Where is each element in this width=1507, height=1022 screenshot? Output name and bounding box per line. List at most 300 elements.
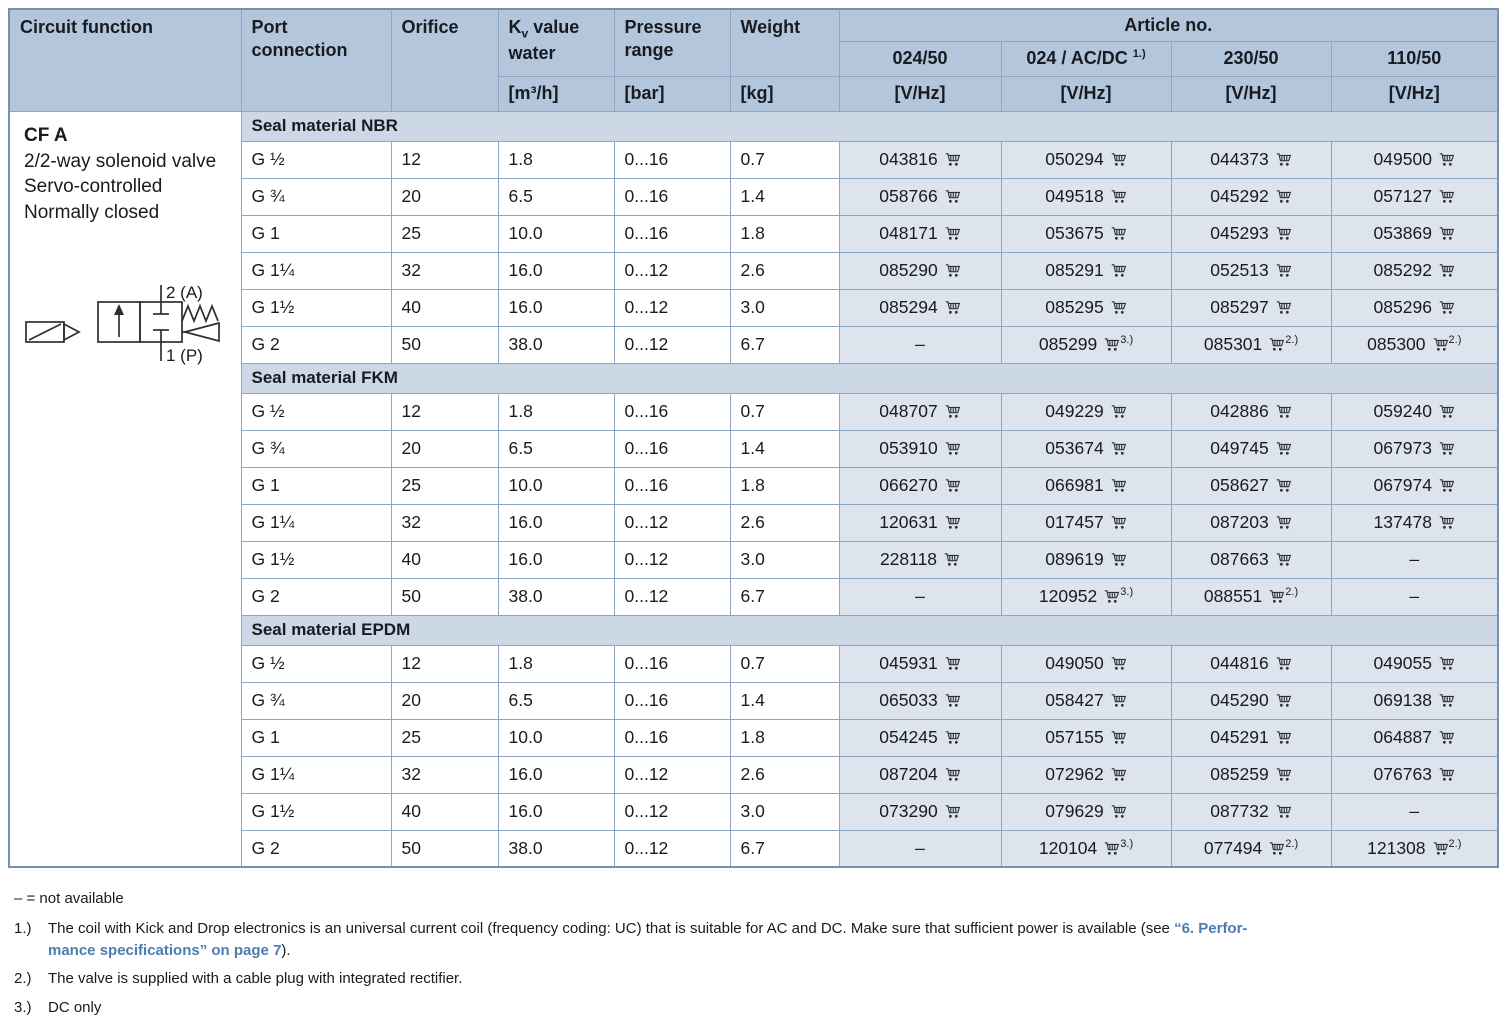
article-number: 085300: [1367, 334, 1426, 354]
cart-icon[interactable]: [1269, 589, 1285, 604]
article-no-cell: [1171, 578, 1331, 615]
cart-icon[interactable]: [1433, 841, 1449, 856]
cart-icon[interactable]: [1111, 226, 1127, 241]
unit-weight: [kg]: [730, 76, 839, 111]
col-header-voltage-024-50: 024/50: [839, 41, 1001, 76]
article-number: 085290: [879, 260, 938, 280]
cart-icon[interactable]: [945, 730, 961, 745]
article-number: 079629: [1045, 801, 1104, 821]
footnote-ref: 2.): [1448, 334, 1462, 347]
kv-value-cell: 16.0: [498, 504, 614, 541]
cart-icon[interactable]: [1111, 767, 1127, 782]
article-number: 045931: [879, 653, 938, 673]
article-no-cell: [839, 719, 1001, 756]
weight-cell: 1.4: [730, 430, 839, 467]
article-no-cell: [1001, 793, 1171, 830]
orifice-cell: 20: [391, 682, 498, 719]
cart-icon[interactable]: [1111, 152, 1127, 167]
article-number: 059240: [1373, 401, 1432, 421]
article-no-cell: [1331, 682, 1498, 719]
port-connection-cell: G 1¼: [241, 756, 391, 793]
unit-voltage-3: [V/Hz]: [1171, 76, 1331, 111]
footnote-2-text: The valve is supplied with a cable plug with integrated rectifier.: [48, 970, 463, 988]
article-number: 076763: [1373, 764, 1432, 784]
cart-icon[interactable]: [1276, 552, 1292, 567]
article-no-cell: [1001, 289, 1171, 326]
article-number: –: [915, 334, 925, 354]
footnote-1-before: The coil with Kick and Drop electronics is an universal current coil (frequency coding: UC) that is suitable for AC and DC. Make sure that sufficient power is available (see: [48, 919, 1175, 937]
col-header-weight: Weight: [730, 9, 839, 76]
article-number: 057127: [1373, 186, 1432, 206]
kv-value-cell: 10.0: [498, 719, 614, 756]
article-no-cell: [1331, 326, 1498, 363]
article-number: 121308: [1367, 837, 1426, 858]
weight-cell: 0.7: [730, 645, 839, 682]
port-connection-cell: G 2: [241, 326, 391, 363]
article-no-cell: [1331, 252, 1498, 289]
cart-icon[interactable]: [945, 404, 961, 419]
col-header-kv-value: $K_v$ value water: [498, 9, 614, 76]
article-number: 053675: [1045, 223, 1104, 243]
unit-voltage-1: [V/Hz]: [839, 76, 1001, 111]
cart-icon[interactable]: [1439, 656, 1455, 671]
article-no-cell: [839, 793, 1001, 830]
cart-icon[interactable]: [945, 515, 961, 530]
kv-value-cell: 38.0: [498, 578, 614, 615]
cart-icon[interactable]: [1276, 189, 1292, 204]
article-no-cell: [839, 289, 1001, 326]
article-no-cell: [1171, 252, 1331, 289]
footnote-3: [14, 997, 1479, 1019]
kv-value-cell: 16.0: [498, 756, 614, 793]
product-table: [8, 8, 1499, 868]
article-no-cell: [1171, 393, 1331, 430]
pressure-range-cell: 0...16: [614, 467, 730, 504]
cart-icon[interactable]: [1111, 656, 1127, 671]
article-number: 087732: [1210, 801, 1269, 821]
article-number: 048707: [879, 401, 938, 421]
pressure-range-cell: 0...12: [614, 830, 730, 867]
article-number: 017457: [1045, 512, 1104, 532]
article-no-cell: [839, 141, 1001, 178]
article-no-cell: [839, 215, 1001, 252]
cart-icon[interactable]: [1104, 589, 1120, 604]
article-no-cell: [1001, 326, 1171, 363]
cart-icon[interactable]: [1104, 841, 1120, 856]
cart-icon[interactable]: [1269, 337, 1285, 352]
col-header-orifice: Orifice: [391, 9, 498, 111]
footnote-ref: 3.): [1120, 586, 1134, 599]
cart-icon[interactable]: [945, 767, 961, 782]
footnote-ref: 3.): [1120, 334, 1134, 347]
article-number: 077494: [1203, 837, 1263, 858]
orifice-cell: 12: [391, 393, 498, 430]
circuit-description-1: 2/2-way solenoid valve: [24, 150, 217, 172]
article-number: 067973: [1373, 438, 1432, 458]
port-connection-cell: G 1½: [241, 541, 391, 578]
article-no-cell: [1171, 756, 1331, 793]
cart-icon[interactable]: [1439, 263, 1455, 278]
orifice-cell: 12: [391, 645, 498, 682]
weight-cell: 6.7: [730, 578, 839, 615]
pressure-range-cell: 0...16: [614, 141, 730, 178]
article-no-cell: [1171, 430, 1331, 467]
orifice-cell: 32: [391, 252, 498, 289]
cart-icon[interactable]: [1439, 152, 1455, 167]
cart-icon[interactable]: [1111, 478, 1127, 493]
port-connection-cell: G 2: [241, 578, 391, 615]
cart-icon[interactable]: [1111, 804, 1127, 819]
weight-cell: 1.8: [730, 215, 839, 252]
article-no-cell: [1331, 578, 1498, 615]
section-header: Seal material NBR: [241, 111, 1498, 141]
article-no-cell: [839, 541, 1001, 578]
article-number: 045290: [1210, 690, 1269, 710]
article-number: –: [915, 586, 925, 606]
pressure-range-cell: 0...12: [614, 541, 730, 578]
cart-icon[interactable]: [1439, 441, 1455, 456]
article-number: 064887: [1373, 727, 1432, 747]
article-number: 049518: [1045, 186, 1104, 206]
article-no-cell: [1171, 141, 1331, 178]
cart-icon[interactable]: [1111, 441, 1127, 456]
cart-icon[interactable]: [945, 693, 961, 708]
weight-cell: 0.7: [730, 393, 839, 430]
article-number: 085296: [1373, 297, 1432, 317]
article-no-cell: [1001, 430, 1171, 467]
article-no-cell: [1331, 541, 1498, 578]
article-no-cell: [839, 252, 1001, 289]
footnote-1-marker: 1.): [14, 919, 32, 937]
port-connection-cell: G ½: [241, 645, 391, 682]
unit-pressure: [bar]: [614, 76, 730, 111]
article-no-cell: [1171, 682, 1331, 719]
article-no-cell: [839, 467, 1001, 504]
article-no-cell: [1001, 178, 1171, 215]
orifice-cell: 25: [391, 467, 498, 504]
cart-icon[interactable]: [1439, 478, 1455, 493]
weight-cell: 3.0: [730, 793, 839, 830]
circuit-description-2: Servo-controlled: [24, 176, 163, 198]
orifice-cell: 50: [391, 578, 498, 615]
flow-arrow: [114, 304, 124, 315]
port-connection-cell: G 1: [241, 719, 391, 756]
article-number: 089619: [1045, 549, 1104, 569]
article-number: 045293: [1210, 223, 1269, 243]
cart-icon[interactable]: [1111, 404, 1127, 419]
weight-cell: 1.8: [730, 719, 839, 756]
article-number: 053674: [1045, 438, 1104, 458]
cart-icon[interactable]: [1276, 478, 1292, 493]
article-number: 067974: [1373, 475, 1432, 495]
article-number: 087203: [1210, 512, 1269, 532]
pressure-range-cell: 0...16: [614, 430, 730, 467]
article-number: 085301: [1203, 334, 1263, 354]
article-number: 053869: [1373, 223, 1432, 243]
article-number: 058766: [879, 186, 938, 206]
article-number: 052513: [1210, 260, 1269, 280]
kv-value-cell: 6.5: [498, 178, 614, 215]
article-no-cell: [1331, 756, 1498, 793]
orifice-cell: 12: [391, 141, 498, 178]
article-no-cell: [1331, 645, 1498, 682]
cart-icon[interactable]: [1111, 300, 1127, 315]
article-number: 049229: [1045, 401, 1104, 421]
article-no-cell: [1171, 289, 1331, 326]
cart-icon[interactable]: [1276, 441, 1292, 456]
col-header-voltage-024-acdc: 024 / AC/DC $^{1.)}$: [1001, 41, 1171, 76]
col-header-port-connection: Port connection: [241, 9, 391, 111]
cart-icon[interactable]: [1276, 767, 1292, 782]
pressure-range-cell: 0...12: [614, 252, 730, 289]
footnote-2-marker: 2.): [14, 970, 32, 988]
cart-icon[interactable]: [1439, 693, 1455, 708]
article-number: 088551: [1203, 586, 1263, 606]
unit-voltage-4: [V/Hz]: [1331, 76, 1498, 111]
article-no-cell: [1001, 719, 1171, 756]
article-no-cell: [1171, 830, 1331, 867]
article-no-cell: [1331, 719, 1498, 756]
weight-cell: 3.0: [730, 541, 839, 578]
cart-icon[interactable]: [945, 263, 961, 278]
footnote-1: [14, 918, 1479, 962]
article-number: 053910: [879, 438, 938, 458]
kv-value-cell: 6.5: [498, 430, 614, 467]
article-number: 085259: [1210, 764, 1269, 784]
article-no-cell: [839, 504, 1001, 541]
port-connection-cell: G ¾: [241, 430, 391, 467]
article-no-cell: [1001, 756, 1171, 793]
article-no-cell: [839, 393, 1001, 430]
cart-icon[interactable]: [1104, 337, 1120, 352]
footnote-ref: 2.): [1285, 334, 1299, 347]
article-no-cell: [1171, 645, 1331, 682]
cart-icon[interactable]: [1439, 515, 1455, 530]
circuit-function-cell: [9, 111, 241, 867]
cart-icon[interactable]: [1439, 767, 1455, 782]
article-no-cell: [1171, 178, 1331, 215]
col-header-voltage-110-50: 110/50: [1331, 41, 1498, 76]
cart-icon[interactable]: [944, 552, 960, 567]
circuit-code: CF A: [24, 124, 68, 146]
cart-icon[interactable]: [1276, 263, 1292, 278]
port-connection-cell: G 1: [241, 467, 391, 504]
article-no-cell: [1001, 252, 1171, 289]
cart-icon[interactable]: [945, 656, 961, 671]
pressure-range-cell: 0...16: [614, 393, 730, 430]
article-no-cell: [839, 682, 1001, 719]
orifice-cell: 32: [391, 756, 498, 793]
article-number: 085299: [1038, 334, 1098, 354]
pressure-range-cell: 0...12: [614, 326, 730, 363]
article-number: 085292: [1373, 260, 1432, 280]
footnote-ref: 2.): [1448, 837, 1462, 850]
cart-icon[interactable]: [1276, 515, 1292, 530]
unit-voltage-2: [V/Hz]: [1001, 76, 1171, 111]
article-no-cell: [1171, 504, 1331, 541]
kv-value-cell: 38.0: [498, 326, 614, 363]
article-number: 048171: [879, 223, 938, 243]
port-connection-cell: G 1: [241, 215, 391, 252]
article-number: 049055: [1373, 653, 1432, 673]
kv-value-cell: 16.0: [498, 541, 614, 578]
legend-not-available: – = not available: [14, 890, 124, 907]
port-connection-cell: G ½: [241, 393, 391, 430]
article-no-cell: [1331, 504, 1498, 541]
orifice-cell: 20: [391, 430, 498, 467]
section-header: Seal material EPDM: [241, 615, 1498, 645]
cart-icon[interactable]: [945, 441, 961, 456]
weight-cell: 3.0: [730, 289, 839, 326]
article-no-cell: [1331, 289, 1498, 326]
footnote-3-text: DC only: [48, 999, 102, 1016]
article-no-cell: [1171, 541, 1331, 578]
article-number: 120952: [1038, 586, 1098, 606]
cart-icon[interactable]: [1111, 730, 1127, 745]
section-header: Seal material FKM: [241, 363, 1498, 393]
article-no-cell: [1331, 793, 1498, 830]
article-number: 120631: [879, 512, 938, 532]
article-number: 045291: [1210, 727, 1269, 747]
cart-icon[interactable]: [1439, 300, 1455, 315]
footnote-3-marker: 3.): [14, 999, 32, 1016]
weight-cell: 2.6: [730, 756, 839, 793]
orifice-cell: 40: [391, 793, 498, 830]
article-no-cell: [1331, 430, 1498, 467]
port-label-top: 2 (A): [166, 283, 203, 303]
cart-icon[interactable]: [1433, 337, 1449, 352]
orifice-cell: 20: [391, 178, 498, 215]
article-number: 049745: [1210, 438, 1269, 458]
cart-icon[interactable]: [1276, 226, 1292, 241]
cart-icon[interactable]: [1276, 300, 1292, 315]
link-line-2: mance specifications” on page 7: [48, 941, 282, 959]
article-no-cell: [1331, 467, 1498, 504]
cart-icon[interactable]: [1111, 515, 1127, 530]
article-number: 228118: [879, 549, 938, 569]
article-number: 043816: [879, 149, 938, 169]
cart-icon[interactable]: [1439, 730, 1455, 745]
cart-icon[interactable]: [945, 804, 961, 819]
article-no-cell: [1001, 830, 1171, 867]
article-no-cell: [1001, 682, 1171, 719]
orifice-cell: 25: [391, 719, 498, 756]
kv-value-cell: 1.8: [498, 393, 614, 430]
cart-icon[interactable]: [1439, 404, 1455, 419]
article-no-cell: [1171, 215, 1331, 252]
pressure-range-cell: 0...16: [614, 178, 730, 215]
cart-icon[interactable]: [1269, 841, 1285, 856]
cart-icon[interactable]: [1276, 693, 1292, 708]
cart-icon[interactable]: [945, 152, 961, 167]
port-connection-cell: G 1½: [241, 289, 391, 326]
footnote-1-text: [48, 918, 1479, 962]
article-number: 137478: [1373, 512, 1432, 532]
col-header-article-no: Article no.: [839, 9, 1498, 41]
cart-icon[interactable]: [945, 226, 961, 241]
weight-cell: 2.6: [730, 504, 839, 541]
cart-icon[interactable]: [1276, 804, 1292, 819]
cart-icon[interactable]: [1111, 552, 1127, 567]
article-number: 069138: [1373, 690, 1432, 710]
article-no-cell: [1171, 793, 1331, 830]
cart-icon[interactable]: [1276, 730, 1292, 745]
port-connection-cell: G ¾: [241, 178, 391, 215]
article-number: –: [915, 837, 925, 858]
article-no-cell: [1001, 504, 1171, 541]
article-no-cell: [1001, 141, 1171, 178]
article-number: 054245: [879, 727, 938, 747]
article-number: 087204: [879, 764, 938, 784]
col-header-pressure-range: Pressure range: [614, 9, 730, 76]
article-number: 045292: [1210, 186, 1269, 206]
article-no-cell: [839, 178, 1001, 215]
cart-icon[interactable]: [1439, 226, 1455, 241]
article-no-cell: [1001, 645, 1171, 682]
kv-value-cell: 16.0: [498, 252, 614, 289]
footnote-ref: 2.): [1285, 586, 1299, 599]
footnote-2: [14, 968, 1479, 990]
article-number: 120104: [1038, 837, 1098, 858]
port-connection-cell: G 1½: [241, 793, 391, 830]
article-no-cell: [839, 578, 1001, 615]
col-header-circuit-function: Circuit function: [9, 9, 241, 111]
article-no-cell: [1001, 215, 1171, 252]
weight-cell: 1.8: [730, 467, 839, 504]
kv-value-cell: 1.8: [498, 645, 614, 682]
article-no-cell: [1331, 141, 1498, 178]
kv-value-cell: 38.0: [498, 830, 614, 867]
cart-icon[interactable]: [1276, 152, 1292, 167]
article-number: 066270: [879, 475, 938, 495]
pressure-range-cell: 0...16: [614, 719, 730, 756]
cart-icon[interactable]: [1276, 656, 1292, 671]
pressure-range-cell: 0...12: [614, 793, 730, 830]
cart-icon[interactable]: [1111, 263, 1127, 278]
article-number: 085291: [1045, 260, 1104, 280]
article-no-cell: [1001, 541, 1171, 578]
cart-icon[interactable]: [945, 300, 961, 315]
cart-icon[interactable]: [945, 478, 961, 493]
link-line-1: “6. Perfor-: [1174, 919, 1248, 937]
article-no-cell: [839, 430, 1001, 467]
cart-icon[interactable]: [945, 189, 961, 204]
article-number: 044373: [1210, 149, 1269, 169]
orifice-cell: 40: [391, 289, 498, 326]
cart-icon[interactable]: [1276, 404, 1292, 419]
circuit-description-3: Normally closed: [24, 201, 160, 223]
article-number: 057155: [1045, 727, 1104, 747]
article-no-cell: [1331, 830, 1498, 867]
weight-cell: 6.7: [730, 830, 839, 867]
article-no-cell: [1331, 215, 1498, 252]
pressure-range-cell: 0...12: [614, 578, 730, 615]
pressure-range-cell: 0...16: [614, 215, 730, 252]
article-no-cell: [1331, 178, 1498, 215]
kv-value-cell: 16.0: [498, 793, 614, 830]
article-no-cell: [1001, 467, 1171, 504]
article-number: 066981: [1045, 475, 1104, 495]
cart-icon[interactable]: [1111, 189, 1127, 204]
article-number: 049500: [1373, 149, 1432, 169]
article-number: 073290: [879, 801, 938, 821]
kv-value-cell: 10.0: [498, 467, 614, 504]
cart-icon[interactable]: [1439, 189, 1455, 204]
port-connection-cell: G ½: [241, 141, 391, 178]
cart-icon[interactable]: [1111, 693, 1127, 708]
footnote-ref: 3.): [1120, 837, 1134, 850]
article-number: 058627: [1210, 475, 1269, 495]
